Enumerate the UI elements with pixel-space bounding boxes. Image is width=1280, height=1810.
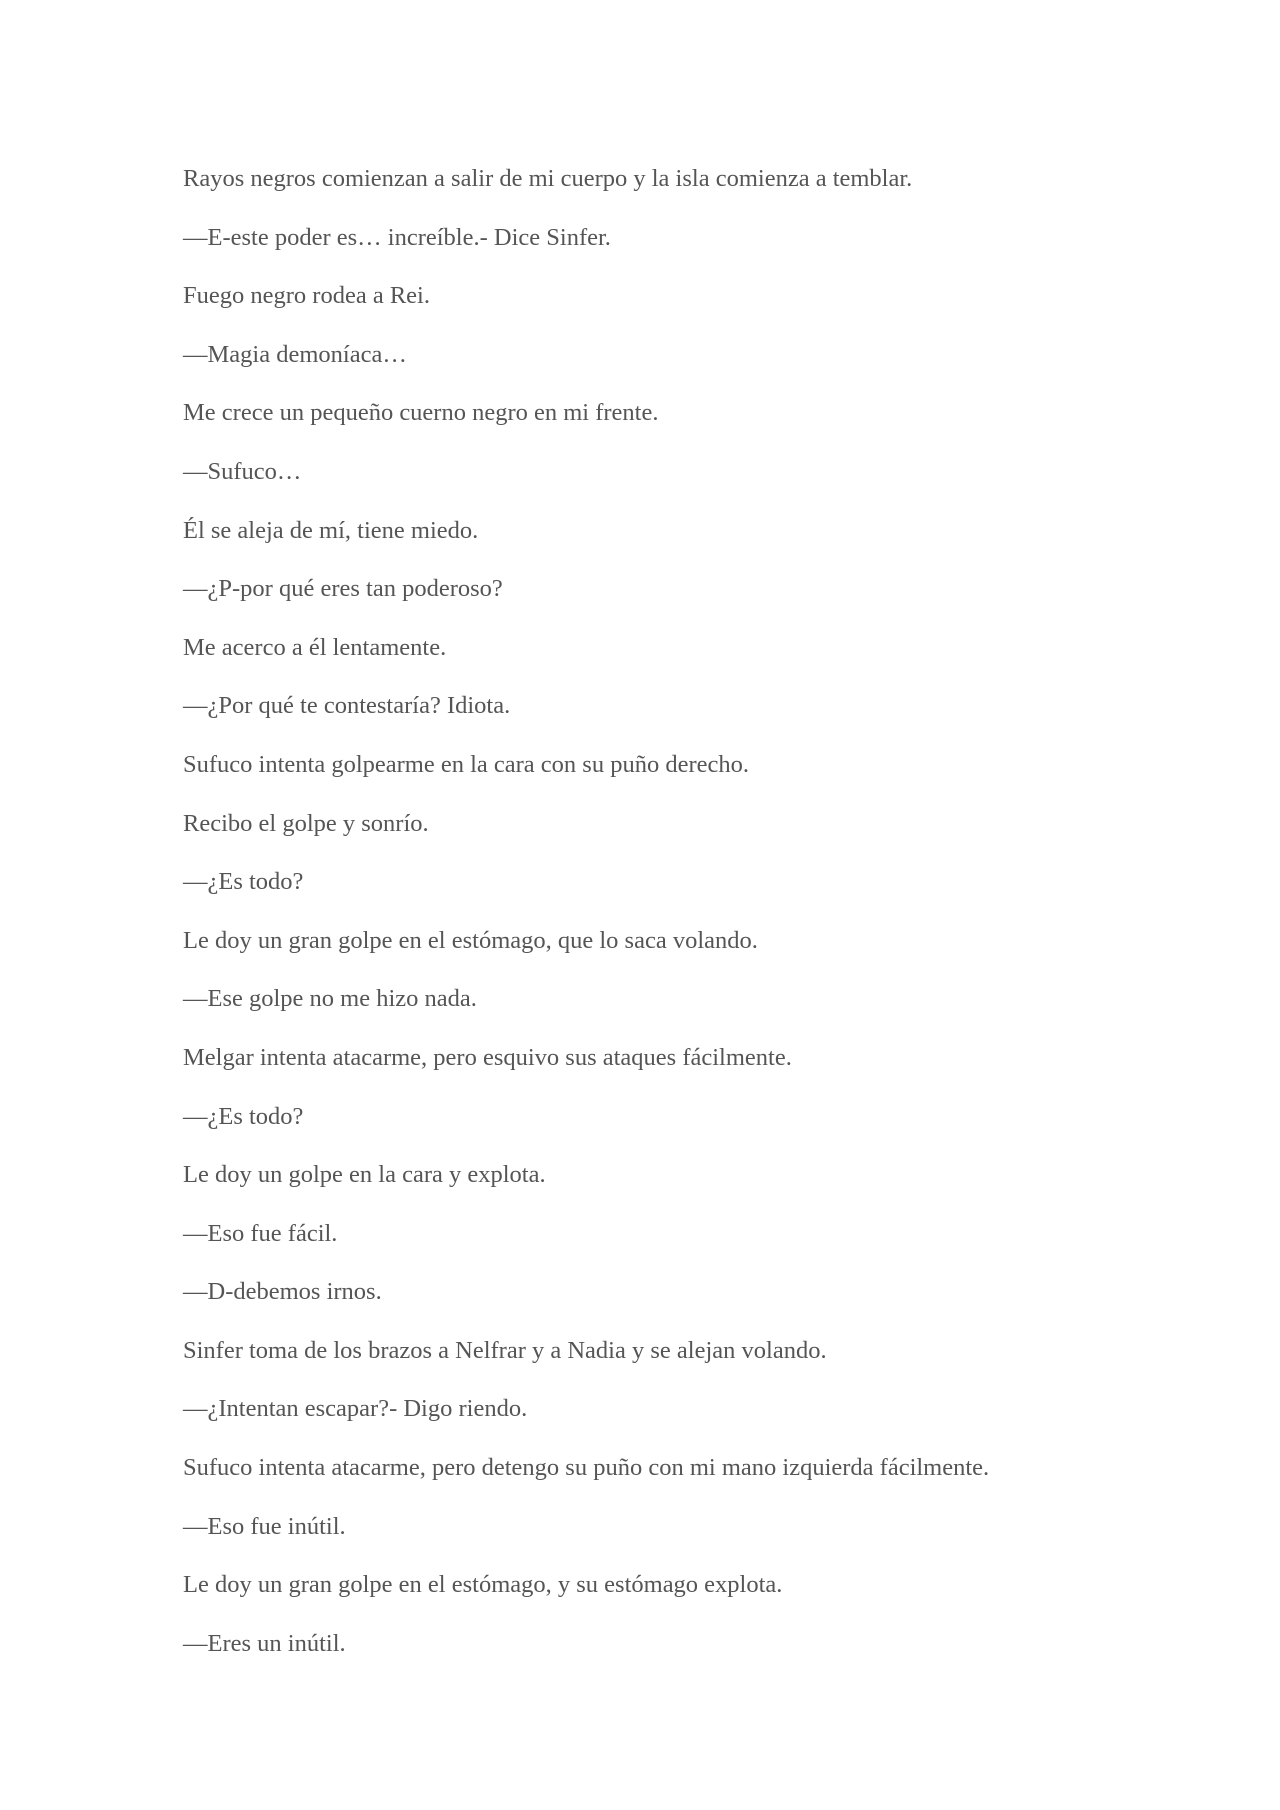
text-line: Rayos negros comienzan a salir de mi cuerpo y la isla comienza a temblar. — [183, 165, 913, 192]
text-line: Recibo el golpe y sonrío. — [183, 809, 429, 837]
text-line: Le doy un gran golpe en el estómago, que lo saca volando. — [183, 926, 758, 954]
text-line: Melgar intenta atacarme, pero esquivo sus ataques fácilmente. — [183, 1043, 792, 1071]
text-line: Sufuco intenta atacarme, pero detengo su puño con mi mano izquierda fácilmente. — [183, 1454, 990, 1482]
dialogue-line: —Eso fue fácil. — [183, 1219, 338, 1247]
dialogue-line: —E-este poder es… increíble.- Dice Sinfer. — [183, 223, 611, 251]
text-line: Sufuco intenta golpearme en la cara con su puño derecho. — [183, 750, 750, 778]
dialogue-line: —D-debemos irnos. — [183, 1278, 382, 1306]
dialogue-line: —Ese golpe no me hizo nada. — [183, 985, 477, 1013]
text-line: Le doy un gran golpe en el estómago, y su estómago explota. — [183, 1571, 783, 1599]
dialogue-line: —¿Es todo? — [183, 868, 304, 896]
dialogue-line: —¿Intentan escapar?- Digo riendo. — [183, 1395, 528, 1423]
text-line: Me crece un pequeño cuerno negro en mi frente. — [183, 399, 659, 427]
text-line: Sinfer toma de los brazos a Nelfrar y a Nadia y se alejan volando. — [183, 1336, 827, 1364]
dialogue-line: —Sufuco… — [183, 457, 302, 485]
dialogue-line: —Eso fue inútil. — [183, 1512, 346, 1540]
text-line: Le doy un golpe en la cara y explota. — [183, 1161, 546, 1189]
dialogue-line: —¿Por qué te contestaría? Idiota. — [183, 692, 511, 720]
text-line: Fuego negro rodea a Rei. — [183, 282, 430, 310]
dialogue-line: —¿P-por qué eres tan poderoso? — [183, 575, 503, 603]
dialogue-line: —Magia demoníaca… — [183, 340, 407, 368]
text-line: Él se aleja de mí, tiene miedo. — [183, 516, 479, 544]
story-text — [183, 157, 1123, 1680]
dialogue-line: —Eres un inútil. — [183, 1629, 346, 1657]
text-line: Me acerco a él lentamente. — [183, 633, 447, 661]
dialogue-line: —¿Es todo? — [183, 1102, 304, 1130]
